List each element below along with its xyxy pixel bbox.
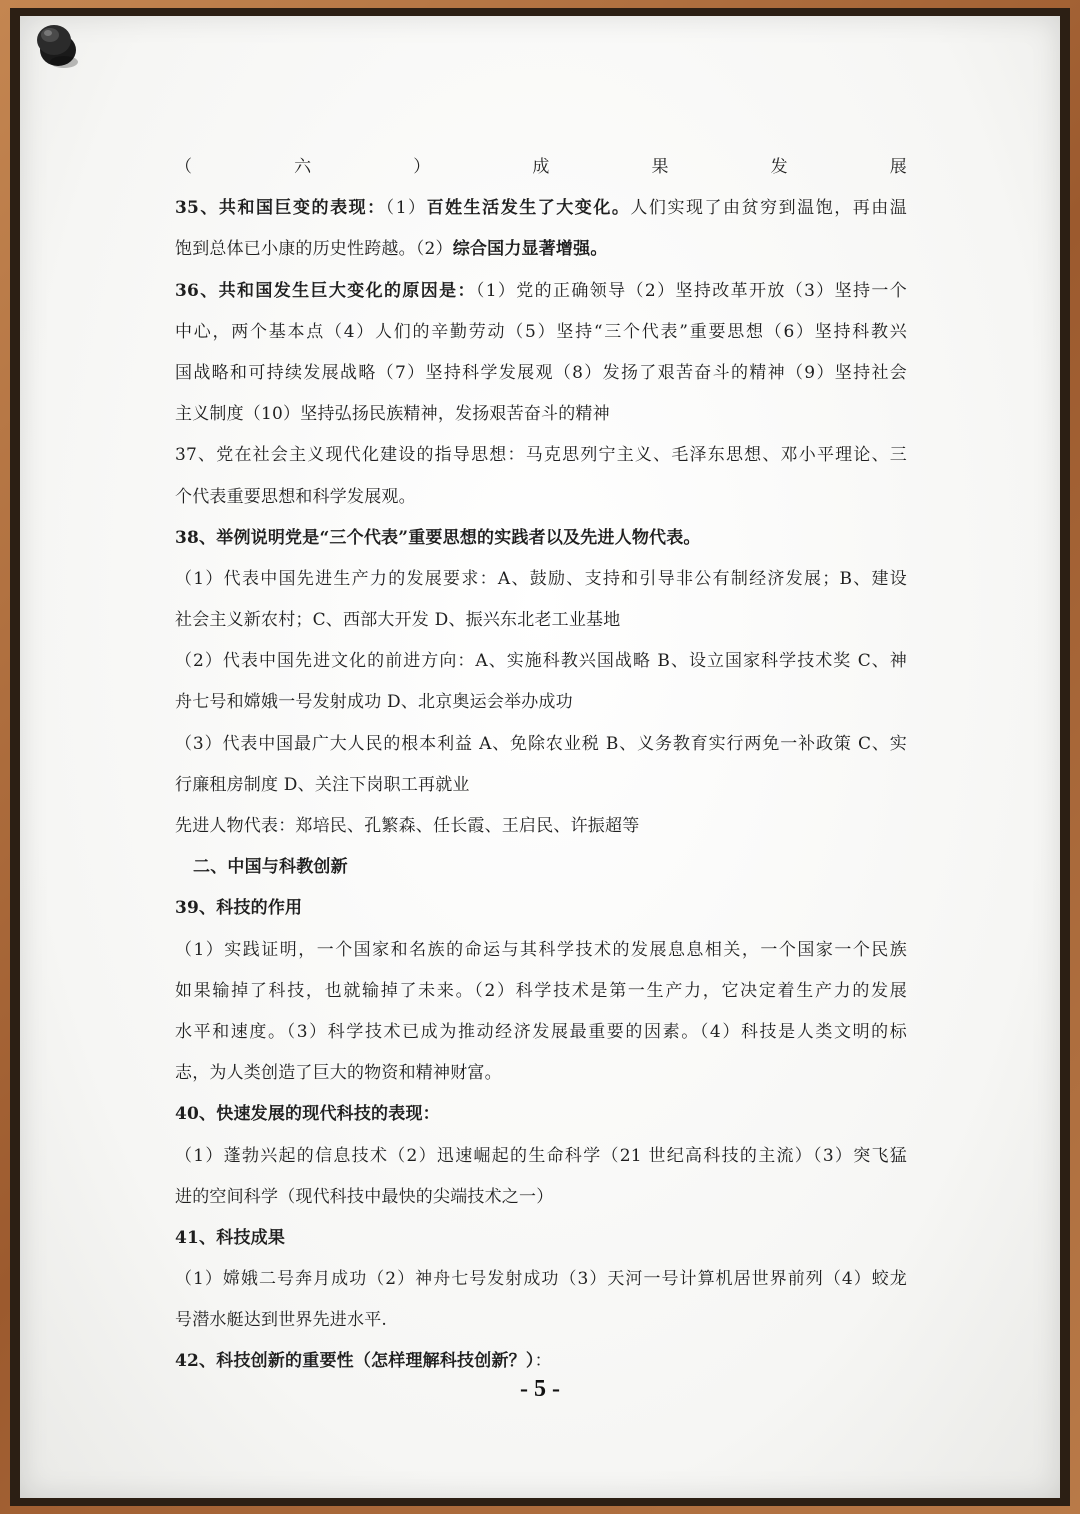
text-line: 行廉租房制度 D、关注下岗职工再就业 [175, 774, 470, 795]
text-line: 进的空间科学（现代科技中最快的尖端技术之一） [175, 1186, 554, 1207]
text-line: （1）蓬勃兴起的信息技术（2）迅速崛起的生命科学（21 世纪高科技的主流）（3）突飞猛 [175, 1145, 907, 1166]
text-line: 37、党在社会主义现代化建设的指导思想：马克思列宁主义、毛泽东思想、邓小平理论、三 [175, 445, 907, 466]
text-line: 主义制度（10）坚持弘扬民族精神，发扬艰苦奋斗的精神 [175, 404, 610, 425]
text-line: （六）成果发展 [175, 157, 907, 177]
text-line: 中心，两个基本点（4）人们的辛勤劳动（5）坚持“三个代表”重要思想（6）坚持科教兴 [175, 321, 907, 342]
text-line: 志，为人类创造了巨大的物资和精神财富。 [175, 1063, 502, 1084]
text-line: 41、科技成果 [175, 1227, 286, 1248]
text-line [175, 188, 907, 229]
text-line: （1）代表中国先进生产力的发展要求：A、鼓励、支持和引导非公有制经济发展；B、建设 [175, 568, 907, 589]
text-line: 先进人物代表：郑培民、孔繁森、任长霞、王启民、许振超等 [175, 816, 640, 836]
text-segment: 百姓生活发生了大变化。 [426, 198, 631, 219]
text-line: 舟七号和嫦娥一号发射成功 D、北京奥运会举办成功 [175, 692, 573, 713]
text-line: 二、中国与科教创新 [193, 857, 348, 878]
text-line: 40、快速发展的现代科技的表现： [175, 1104, 440, 1125]
text-line: 国战略和可持续发展战略（7）坚持科学发展观（8）发扬了艰苦奋斗的精神（9）坚持社会 [175, 362, 907, 383]
text-segment: ： [534, 1351, 552, 1372]
text-line: （3）代表中国最广大人民的根本利益 A、免除农业税 B、义务教育实行两免一补政策 C、实 [175, 733, 907, 754]
text-segment: （1）党的正确领导（2）坚持改革开放（3）坚持一个 [475, 280, 907, 301]
text-line: 个代表重要思想和科学发展观。 [175, 486, 416, 507]
text-line [175, 229, 907, 270]
text-segment: （1） [385, 198, 427, 219]
document-body [175, 147, 907, 1383]
text-segment: 36、共和国发生巨大变化的原因是： [175, 280, 476, 301]
text-segment: 人们实现了由贫穷到温饱，再由温 [630, 198, 907, 219]
text-line: 号潜水艇达到世界先进水平. [175, 1310, 388, 1331]
text-segment: 35、共和国巨变的表现： [175, 198, 386, 219]
text-line: （1）实践证明，一个国家和名族的命运与其科学技术的发展息息相关，一个国家一个民族 [175, 939, 907, 960]
text-segment: 饱到总体已小康的历史性跨越。（2） [175, 239, 453, 260]
text-line [175, 271, 907, 312]
text-line: 水平和速度。（3）科学技术已成为推动经济发展最重要的因素。（4）科技是人类文明的标 [175, 1021, 907, 1042]
pushpin-icon [28, 16, 84, 72]
page-number: - 5 - [520, 1376, 560, 1402]
text-segment: 42、科技创新的重要性（怎样理解科技创新？） [175, 1351, 535, 1372]
text-line: （2）代表中国先进文化的前进方向：A、实施科教兴国战略 B、设立国家科学技术奖 C、神 [175, 651, 907, 672]
text-line: 38、举例说明党是“三个代表”重要思想的实践者以及先进人物代表。 [175, 527, 701, 548]
text-line: 社会主义新农村；C、西部大开发 D、振兴东北老工业基地 [175, 610, 621, 631]
text-line: 如果输掉了科技，也就输掉了未来。（2）科学技术是第一生产力，它决定着生产力的发展 [175, 980, 907, 1001]
text-line: 39、科技的作用 [175, 898, 303, 919]
text-segment: 综合国力显著增强。 [452, 239, 608, 260]
text-line: （1）嫦娥二号奔月成功（2）神舟七号发射成功（3）天河一号计算机居世界前列（4）蛟龙 [175, 1269, 907, 1290]
